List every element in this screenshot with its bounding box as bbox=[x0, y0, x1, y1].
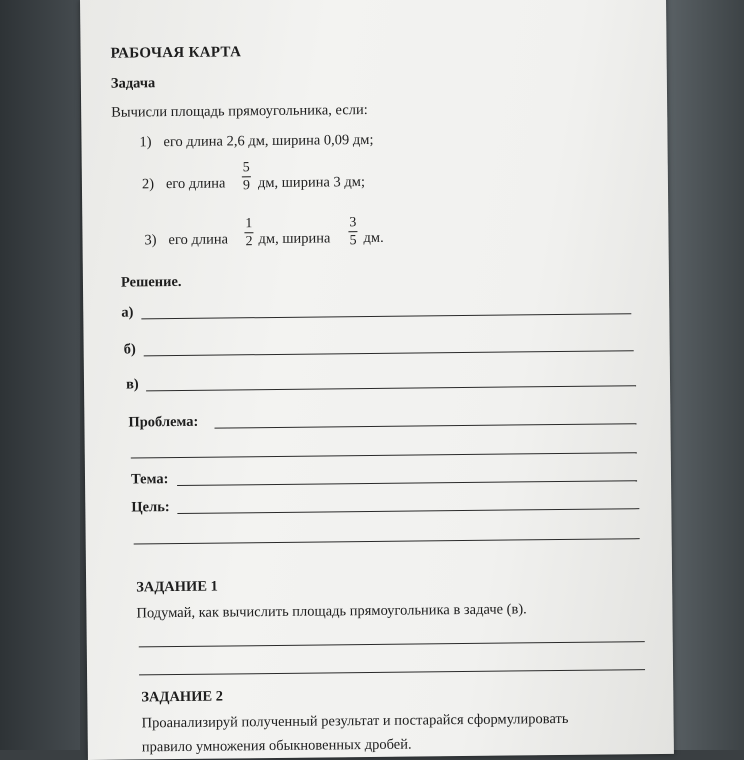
assignment-1-heading: ЗАДАНИЕ 1 bbox=[136, 578, 218, 596]
task-item-3-mid: дм, ширина bbox=[258, 230, 331, 248]
assignment-2-text: Проанализируй полученный результат и постарайся сформулировать bbox=[141, 710, 569, 732]
problem-line-1 bbox=[214, 423, 636, 428]
fraction-one-half bbox=[244, 217, 253, 249]
fraction-numerator: 5 bbox=[242, 160, 250, 176]
solution-label-a: а) bbox=[121, 304, 134, 321]
goal-line-2 bbox=[134, 538, 640, 544]
task-item-3-post: дм. bbox=[363, 229, 384, 247]
task-item-2-post: дм, ширина 3 дм; bbox=[257, 174, 366, 192]
desk-background-right bbox=[664, 0, 744, 750]
goal-label: Цель: bbox=[131, 499, 170, 516]
fraction-denominator: 9 bbox=[242, 178, 251, 194]
task-item-2-number: 2) bbox=[141, 176, 155, 193]
worksheet-paper bbox=[80, 0, 674, 760]
assignment-1-line-2 bbox=[139, 669, 645, 675]
fraction-denominator: 2 bbox=[245, 234, 253, 250]
fraction-five-ninths bbox=[242, 161, 251, 193]
desk-background-left bbox=[0, 0, 80, 750]
assignment-2-heading: ЗАДАНИЕ 2 bbox=[141, 688, 224, 706]
task-item-1-number: 1) bbox=[139, 134, 152, 151]
task-heading: Задача bbox=[110, 75, 156, 92]
fraction-numerator: 3 bbox=[349, 215, 357, 231]
assignment-1-line-1 bbox=[139, 641, 645, 647]
task-item-3-pre: его длина bbox=[168, 231, 229, 249]
worksheet-title: РАБОЧАЯ КАРТА bbox=[110, 44, 242, 62]
fraction-three-fifths bbox=[348, 216, 357, 248]
topic-line bbox=[177, 480, 637, 486]
fraction-denominator: 5 bbox=[349, 233, 357, 249]
task-item-3-number: 3) bbox=[144, 232, 157, 249]
answer-line-a bbox=[141, 313, 631, 319]
goal-line-1 bbox=[177, 508, 639, 514]
fraction-numerator: 1 bbox=[245, 216, 253, 232]
assignment-2-text-cut: правило умножения обыкновенных дробей. bbox=[141, 736, 412, 756]
answer-line-b bbox=[144, 350, 634, 356]
solution-label-v: в) bbox=[125, 376, 139, 393]
problem-label: Проблема: bbox=[128, 413, 199, 431]
task-prompt: Вычисли площадь прямоугольника, если: bbox=[111, 101, 368, 121]
solution-label-b: б) bbox=[123, 341, 136, 358]
problem-line-2 bbox=[131, 452, 637, 458]
assignment-1-text: Подумай, как вычислить площадь прямоугольника в задаче (в). bbox=[136, 601, 527, 622]
answer-line-v bbox=[146, 385, 636, 391]
solution-heading: Решение. bbox=[120, 273, 182, 291]
topic-label: Тема: bbox=[130, 471, 169, 488]
task-item-2-pre: его длина bbox=[165, 175, 226, 193]
task-item-1-text: его длина 2,6 дм, ширина 0,09 дм; bbox=[163, 131, 374, 151]
